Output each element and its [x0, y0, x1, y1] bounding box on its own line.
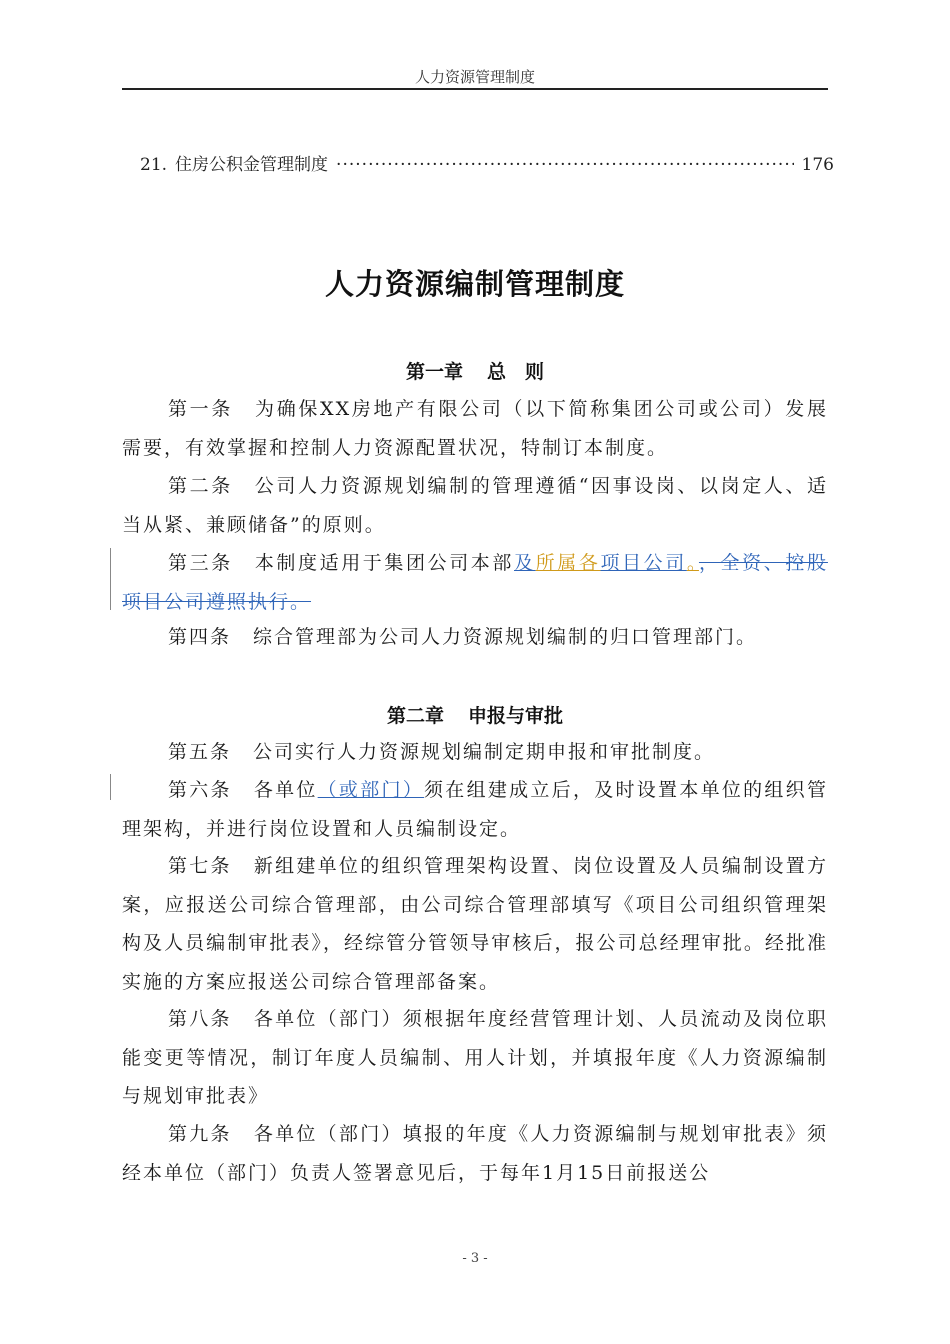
inserted-text[interactable]: 项目公司	[600, 552, 687, 574]
inserted-text[interactable]: 所属各	[535, 552, 601, 574]
article-4-number: 第四条	[168, 626, 232, 648]
article-9	[122, 1115, 828, 1192]
running-header: 人力资源管理制度	[414, 68, 535, 86]
article-8-text: 各单位（部门）须根据年度经营管理计划、人员流动及岗位职能变更等情况，制订年度人员编制、用人计划，并填报年度《人力资源编制与规划审批表》	[122, 1008, 828, 1107]
chapter-2-label: 第二章	[386, 705, 444, 727]
document-title: 人力资源编制管理制度	[324, 267, 625, 301]
article-7-number: 第七条	[168, 855, 232, 877]
toc-number: 21.	[140, 155, 168, 175]
chapter-2-name: 申报与审批	[468, 705, 564, 727]
chapter-2-heading	[122, 701, 828, 728]
toc-page-number: 176	[801, 155, 834, 175]
article-4	[122, 618, 828, 657]
revision-change-bar	[110, 774, 111, 800]
article-5-text: 公司实行人力资源规划编制定期申报和审批制度。	[253, 741, 716, 763]
article-6-text: 各单位	[253, 779, 318, 801]
article-7	[122, 847, 828, 1001]
article-3-number: 第三条	[168, 552, 233, 574]
article-8-number: 第八条	[168, 1008, 232, 1030]
header-rule	[122, 88, 828, 90]
article-2-text: 公司人力资源规划编制的管理遵循“因事设岗、以岗定人、适当从紧、兼顾储备”的原则。	[122, 475, 828, 536]
article-3-text: 本制度适用于集团公司本部	[254, 552, 515, 574]
deleted-text[interactable]: ，全资、控股项目公司遵照执行。	[122, 552, 828, 613]
chapter-1-heading	[122, 357, 828, 384]
article-5	[122, 733, 828, 772]
article-1	[122, 390, 828, 467]
article-8	[122, 1000, 828, 1116]
article-1-number: 第一条	[168, 398, 234, 420]
inserted-text[interactable]: 。	[686, 552, 699, 574]
article-6-text-rest: 须在组建成立后，及时设置本单位的组织管理架构，并进行岗位设置和人员编制设定。	[122, 779, 828, 840]
chapter-1-name: 总 则	[487, 361, 545, 383]
article-5-number: 第五条	[168, 741, 232, 763]
article-9-number: 第九条	[168, 1123, 232, 1145]
inserted-text[interactable]: 及	[514, 552, 536, 574]
inserted-text[interactable]: （或部门）	[317, 779, 425, 801]
article-3	[122, 544, 828, 621]
toc-title: 住房公积金管理制度	[175, 155, 329, 175]
toc-leader-dots	[336, 155, 794, 175]
revision-change-bar	[110, 548, 111, 610]
article-2	[122, 467, 828, 544]
article-6-number: 第六条	[168, 779, 232, 801]
toc-entry[interactable]	[140, 150, 834, 175]
page-number: - 3 -	[462, 1251, 488, 1266]
article-1-text: 为确保XX房地产有限公司（以下简称集团公司或公司）发展需要，有效掌握和控制人力资源配置状况，特制订本制度。	[122, 398, 828, 459]
article-2-number: 第二条	[168, 475, 233, 497]
article-4-text: 综合管理部为公司人力资源规划编制的归口管理部门。	[253, 626, 758, 648]
article-9-text: 各单位（部门）填报的年度《人力资源编制与规划审批表》须经本单位（部门）负责人签署意见后，于每年1月15日前报送公	[122, 1123, 828, 1184]
article-7-text: 新组建单位的组织管理架构设置、岗位设置及人员编制设置方案，应报送公司综合管理部，由公司综合管理部填写《项目公司组织管理架构及人员编制审批表》，经综管分管领导审核后，报公司总经理审批。经批准实施的方案应报送公司综合管理部备案。	[122, 855, 828, 993]
chapter-1-label: 第一章	[405, 361, 463, 383]
article-6	[122, 771, 828, 848]
